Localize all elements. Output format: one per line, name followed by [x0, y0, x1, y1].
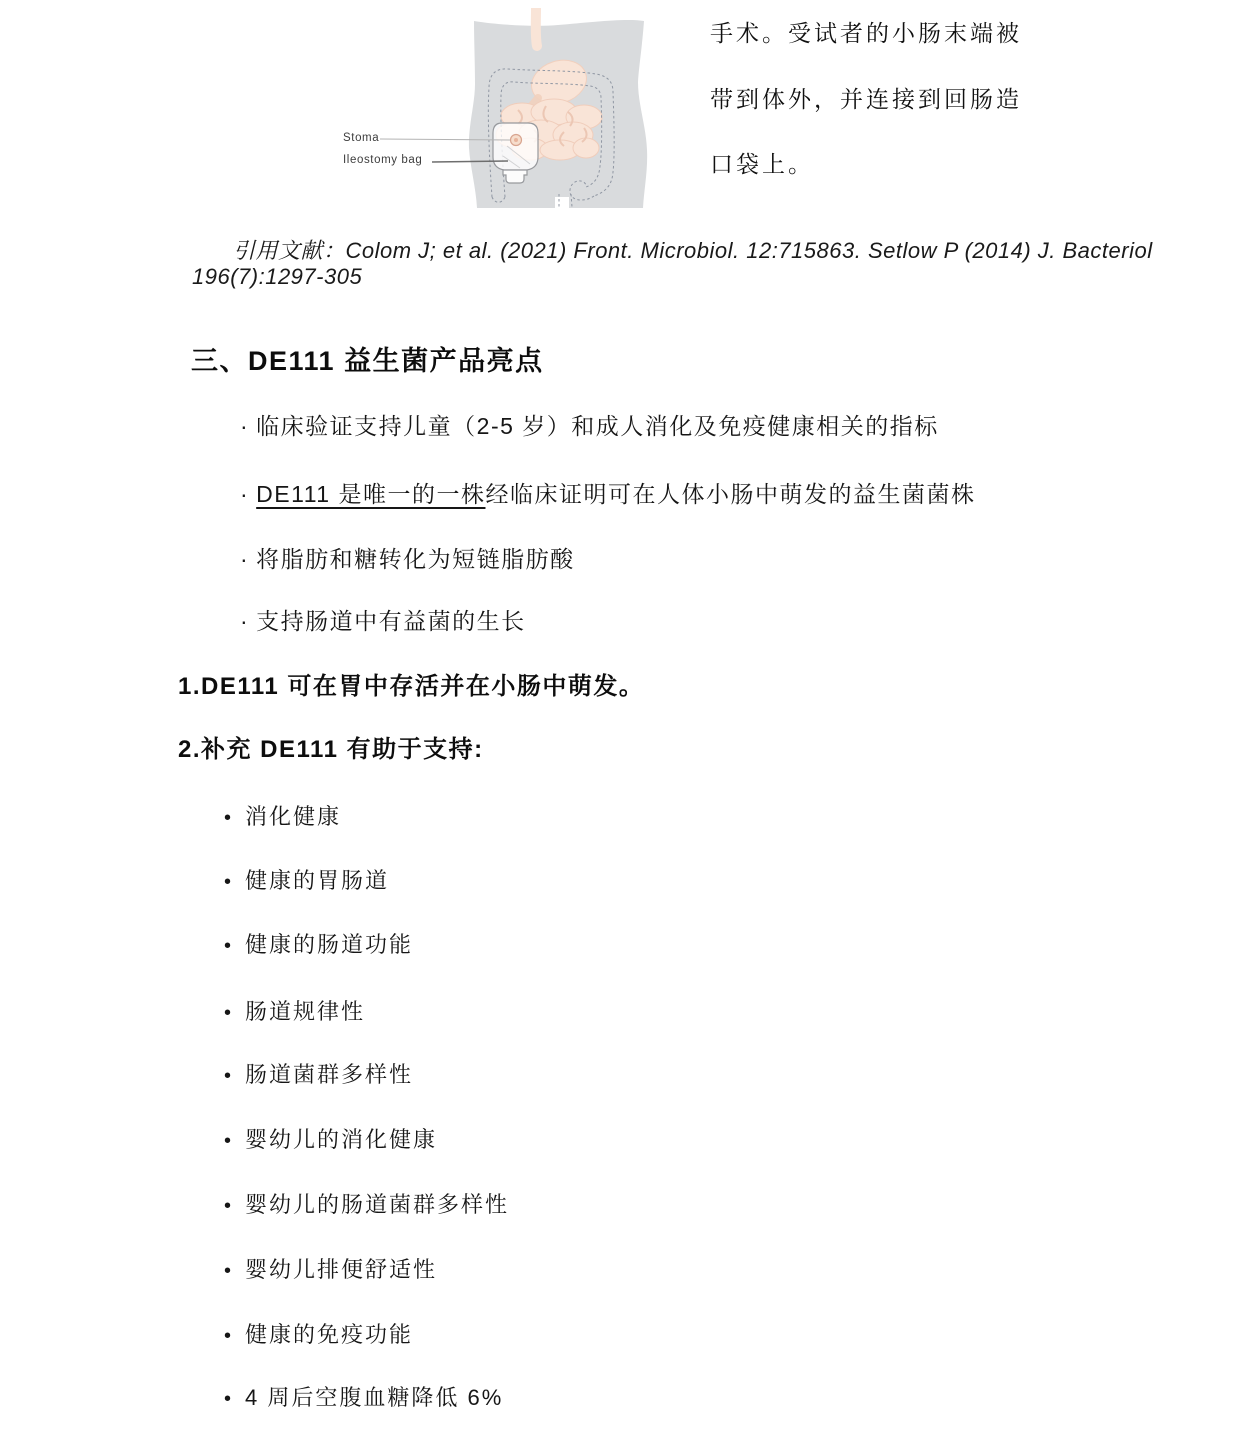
list-item: [224, 800, 341, 831]
point-item-1: 1.DE111 可在胃中存活并在小肠中萌发。: [178, 673, 645, 700]
list-item: [224, 1381, 503, 1412]
bullet-icon: •: [224, 1195, 234, 1217]
benefit-text: 肠道菌群多样性: [245, 1062, 414, 1087]
figure-caption-line-1: 手术。受试者的小肠末端被: [710, 20, 1022, 46]
bullet-icon: ·: [240, 481, 250, 507]
figure-caption-line-2: 带到体外，并连接到回肠造: [710, 86, 1022, 112]
highlight-item-1: [240, 408, 939, 441]
bullet-icon: •: [224, 1130, 234, 1152]
list-item: [224, 1253, 437, 1284]
stoma-shape: [511, 135, 522, 146]
bullet-icon: •: [224, 1002, 234, 1024]
benefit-text: 健康的免疫功能: [245, 1322, 414, 1347]
ileostomy-leader-line: [432, 161, 508, 162]
stoma-label: Stoma: [343, 132, 380, 144]
bullet-icon: ·: [240, 546, 250, 572]
bullet-icon: •: [224, 935, 234, 957]
benefit-text: 4 周后空腹血糖降低 6%: [245, 1385, 504, 1410]
bullet-icon: •: [224, 1388, 234, 1410]
list-item: [224, 1318, 413, 1349]
highlight-item-2: [240, 476, 975, 509]
bullet-icon: ·: [240, 608, 250, 634]
citation-line-1: 引用文献：Colom J; et al. (2021) Front. Microbiol. 12:715863. Setlow P (2014) J. Bacteriol: [233, 238, 1153, 263]
point-item-2: 2.补充 DE111 有助于支持:: [178, 736, 484, 763]
section-heading: 三、DE111 益生菌产品亮点: [191, 346, 544, 376]
list-item: [224, 1123, 437, 1154]
list-item: [224, 995, 365, 1026]
list-item: [224, 928, 413, 959]
benefit-text: 健康的胃肠道: [245, 868, 390, 893]
bullet-icon: ·: [240, 413, 250, 439]
highlight-text: 临床验证支持儿童（2-5 岁）和成人消化及免疫健康相关的指标: [256, 413, 939, 439]
benefit-text: 婴幼儿的肠道菌群多样性: [245, 1192, 510, 1217]
bullet-icon: •: [224, 1260, 234, 1282]
highlight-text-underlined: DE111 是唯一的一株: [256, 481, 486, 507]
highlight-text: 经临床证明可在人体小肠中萌发的益生菌菌株: [485, 481, 976, 507]
benefit-text: 消化健康: [245, 804, 342, 829]
highlight-item-3: [240, 541, 575, 574]
bullet-icon: •: [224, 1065, 234, 1087]
citation-line-2: 196(7):1297-305: [192, 264, 363, 289]
ileostomy-bag-label: Ileostomy bag: [343, 154, 423, 166]
benefit-text: 健康的肠道功能: [245, 932, 414, 957]
list-item: [224, 1058, 413, 1089]
ileostomy-diagram: [340, 8, 670, 218]
figure-caption-line-3: 口袋上。: [710, 151, 814, 177]
highlight-item-4: [240, 603, 526, 636]
highlight-text: 支持肠道中有益菌的生长: [256, 608, 526, 634]
list-item: [224, 1188, 509, 1219]
bullet-icon: •: [224, 1325, 234, 1347]
benefit-text: 婴幼儿排便舒适性: [245, 1257, 438, 1282]
highlight-text: 将脂肪和糖转化为短链脂肪酸: [256, 546, 575, 572]
bullet-icon: •: [224, 807, 234, 829]
esophagus-shape: [536, 8, 537, 46]
benefit-text: 肠道规律性: [245, 999, 366, 1024]
bullet-icon: •: [224, 871, 234, 893]
benefit-text: 婴幼儿的消化健康: [245, 1127, 438, 1152]
figure-illustration: [340, 8, 670, 218]
list-item: [224, 864, 389, 895]
